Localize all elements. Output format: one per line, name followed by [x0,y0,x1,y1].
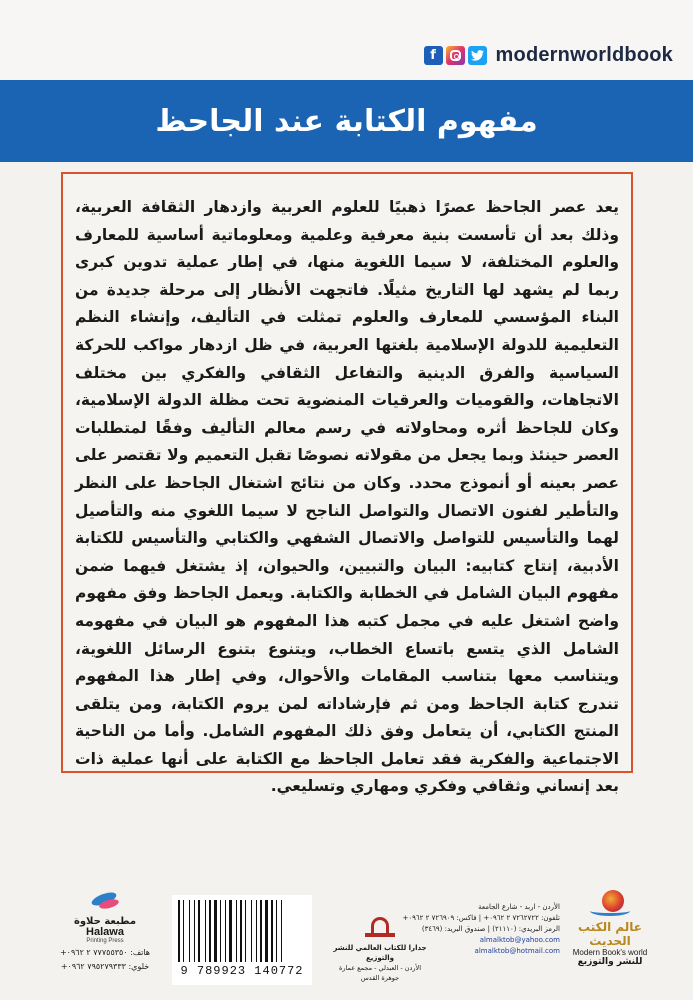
blurb-box [61,172,633,796]
publisher-name: جدارا للكتاب العالمي للنشر والتوزيع [333,944,427,962]
brand-name[interactable]: modernworldbook [495,43,673,66]
halawa-logo-icon [85,890,125,914]
printer-name-ar: مطبعة حلاوة [73,916,137,927]
book-title: مفهوم الكتابة عند الجاحظ [155,103,538,139]
globe-book-logo-icon [588,890,632,918]
modern-world-name-en: Modern Book's world [572,948,648,957]
contact-email-2[interactable]: almalktob@hotmail.com [474,947,560,955]
title-banner [0,80,693,162]
printer-name-en: Halawa [86,926,124,938]
publisher-block [330,915,430,983]
contact-block [402,902,560,957]
printer-phone: هاتف: ٧٧٧٥٥٣٥٠ ٢ ٠٩٦٢+ [59,948,151,957]
top-bar [0,0,693,80]
footer [0,880,693,1000]
modern-world-tagline: للنشر والتوزيع [577,957,643,967]
contact-phone: تلفون: ٧٢٦٢٧٢٢ ٢ ٠٩٦٢+ | فاكس: ٧٢٦٩٠٩ ٢ ٠٩٦٢+ [402,914,560,922]
publisher-address: الأردن - العبدلي - مجمع عمارة جوهرة القدس [338,964,422,982]
blurb-text: يعد عصر الجاحظ عصرًا ذهبيًا للعلوم العربية وازدهار الثقافة العربية، وذلك بعد أن تأسست بنية معرفية وعلمية ومعلوماتية أساسية للمعارف والعلوم المختلفة، لا سيما اللغوية منها، في إطار عملية تدوين كبرى ربما لم يشهد لها التاريخ مثيلًا. فاتجهت الأنظار إلى مرحلة جديدة من البناء المؤسسي للمعارف والعلوم تمثلت في التأليف، وإنشاء النظم التعليمية للدولة الإسلامية بلغتها العربية، في ظل ازدهار مواكب للحركة السياسية والفرق الدينية والتفاعل الثقافي والفكري بين مختلف الاتجاهات، والقوميات والعرقيات المنضوية تحت مظلة الدولة الإسلامية، وكان للجاحظ أثره ومحاولاته في رسم معالم التأليف وفقًا لمتطلبات العصر حينئذ وبما يجعل من مقولاته نصوصًا تقبل التعميم ولا تقتصر على عصر بعينه أو أنموذج محدد. وكان من نتائج اشتغال الجاحظ على النظر والتأطير لفنون الاتصال والتواصل الناجح لا سيما اللغوي منه والتأصيل لهما والتأسيس للتواصل والاتصال الشفهي والكتابي والتأسيس للكتابة الأدبية، إنتاج كتابيه: البيان والتبيين، والحيوان، إذ يشتغل فيهما ضمن مفهوم البيان الشامل في الخطابة والكتابة. ويعمل الجاحظ وفق مفهوم واضح اشتغل عليه في مجمل كتبه هذا المفهوم هو البيان في مفهومه الشامل الذي يتسع باتساع الخطاب، ويتنوع بتنوع الرسائل اللغوية، ويتناسب معها بتناسب المقامات والأحوال، وفي إطار هذا المفهوم تندرج كتابة الجاحظ ومن ثم فإرشاداته لمن يروم الكتابة، ومن يتلقى المنتج الكتابي، أن يتعامل وفق ذلك المفهوم الشامل. وأما من الناحية الاجتماعية والفكرية فقد تعامل الجاحظ مع الكتابة على أنها عملية ذات بعد إنساني وثقافي وفكري ومهاري وتسليعي. [75,198,619,796]
social-links [424,40,673,70]
modern-world-block [565,890,655,967]
barcode [172,895,312,985]
contact-email-1[interactable]: almalktob@yahoo.com [479,936,560,944]
printer-block [50,890,160,972]
facebook-icon[interactable]: f [424,46,443,65]
printer-mobile: خلوي: ٧٩٥٢٧٩٣٣٣ ٠٩٦٢+ [60,962,150,971]
twitter-icon[interactable] [468,46,487,65]
printer-subtitle: Printing Press [86,938,124,944]
contact-postal: الرمز البريدي: (٢١١١٠) | صندوق البريد: (٣٤٦٩) [421,925,560,933]
publisher-logo-icon [363,915,397,939]
barcode-bars-icon [178,900,306,962]
contact-address: الأردن - اربد - شارع الجامعة [478,903,560,911]
isbn-number: 9 789923 140772 [180,964,304,978]
modern-world-logo-ar: عالم الكتب الحديث [578,920,642,948]
instagram-icon[interactable] [446,46,465,65]
